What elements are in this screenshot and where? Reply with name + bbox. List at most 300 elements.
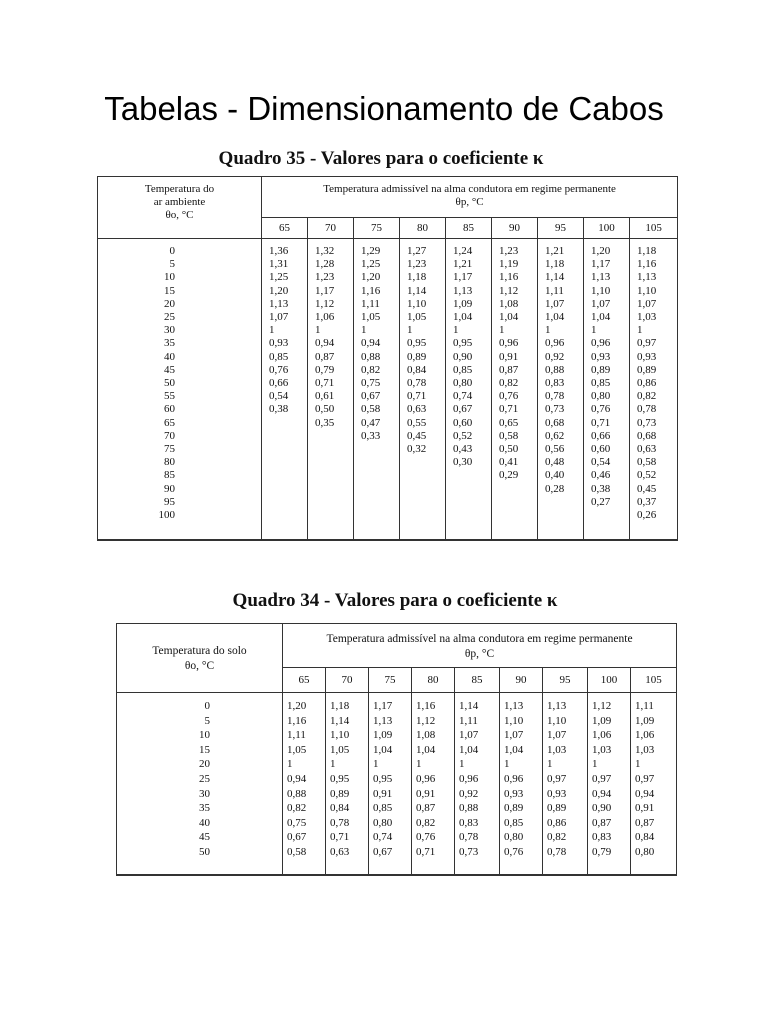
table-cell: 0,27 — [591, 495, 611, 508]
table-cell: 0,87 — [499, 363, 519, 376]
table-cell: 1 — [315, 324, 321, 337]
table-cell: 1,11 — [635, 700, 654, 712]
table-cell: 10 — [199, 729, 210, 742]
table-cell: 0,85 — [453, 363, 473, 376]
table-cell: 0,82 — [287, 802, 307, 815]
table-cell: 0,89 — [547, 802, 567, 815]
table-cell: 0,82 — [499, 377, 519, 390]
table-cell: 0,68 — [545, 416, 565, 429]
table-cell: 45 — [199, 831, 210, 844]
table-cell: 1,07 — [459, 729, 479, 742]
table-cell: 55 — [164, 390, 175, 403]
table-cell: 0,43 — [453, 443, 473, 456]
table-cell: 0,93 — [637, 350, 657, 363]
column-header: 65 — [283, 668, 326, 693]
table-cell: 50 — [199, 845, 210, 858]
table-cell: 1,31 — [269, 258, 289, 271]
table-cell: 1 — [547, 758, 553, 771]
table-cell: 1,18 — [330, 700, 350, 712]
row-header-line: θo, °C — [165, 209, 194, 221]
table-cell: 0,88 — [545, 363, 565, 376]
table-cell: 0,97 — [637, 337, 657, 350]
table-cell: 1,18 — [637, 245, 657, 257]
table-cell: 30 — [199, 787, 210, 800]
table-cell: 0,75 — [361, 377, 381, 390]
table-cell: 1,16 — [287, 714, 307, 727]
table-cell: 0,90 — [453, 350, 473, 363]
table-cell: 0,58 — [499, 429, 519, 442]
value-column — [326, 693, 369, 876]
table-cell: 0,58 — [287, 845, 307, 858]
group-header-line: θp, °C — [455, 196, 484, 208]
column-header: 90 — [500, 668, 543, 693]
table-cell: 1,10 — [330, 729, 350, 742]
table-cell: 0,67 — [453, 403, 473, 416]
table-cell: 1,18 — [545, 258, 565, 271]
table-cell: 0,89 — [330, 787, 350, 800]
column-header: 75 — [369, 668, 412, 693]
value-column — [500, 693, 543, 876]
table-cell: 1,08 — [416, 729, 436, 742]
table-cell: 0,50 — [315, 403, 335, 416]
table-cell: 0,85 — [269, 350, 289, 363]
column-header: 70 — [326, 668, 369, 693]
table-cell: 25 — [164, 311, 175, 324]
table-cell: 0,80 — [591, 390, 611, 403]
table-cell: 0,37 — [637, 495, 657, 508]
table-cell: 1,09 — [592, 714, 612, 727]
table-cell: 1,10 — [637, 284, 657, 297]
table-cell: 1,10 — [504, 714, 524, 727]
table-cell: 0,93 — [504, 787, 524, 800]
table-cell: 1,21 — [545, 245, 565, 257]
table-cell: 1,06 — [592, 729, 612, 742]
table-cell: 20 — [164, 297, 175, 310]
table-cell: 0,86 — [637, 377, 657, 390]
table-cell: 0,80 — [504, 831, 524, 844]
table-cell: 1,09 — [453, 297, 473, 310]
table-cell: 1,25 — [361, 258, 381, 271]
table-cell: 0,28 — [545, 482, 565, 495]
table-cell: 1,04 — [545, 311, 565, 324]
table-cell: 0,84 — [407, 363, 427, 376]
table-cell: 70 — [164, 429, 175, 442]
table-cell: 1 — [545, 324, 551, 337]
value-column — [543, 693, 588, 876]
value-column — [492, 239, 538, 541]
table-cell: 1 — [504, 758, 510, 771]
table-cell: 0,84 — [635, 831, 655, 844]
table-cell: 1,19 — [499, 258, 519, 271]
table-cell: 1,09 — [635, 714, 655, 727]
table-cell: 1,21 — [453, 258, 473, 271]
table-cell: 0,67 — [361, 390, 381, 403]
row-header-line: Temperatura do solo — [152, 645, 247, 657]
value-column — [369, 693, 412, 876]
table-cell: 30 — [164, 324, 175, 337]
table-cell: 0,78 — [407, 377, 427, 390]
table-cell: 1,07 — [591, 297, 611, 310]
column-header: 100 — [588, 668, 631, 693]
table-cell: 1,16 — [637, 258, 657, 271]
table-cell: 1,06 — [635, 729, 655, 742]
table-cell: 1,16 — [416, 700, 436, 712]
table-cell: 0,61 — [315, 390, 335, 403]
table-cell: 1,32 — [315, 245, 335, 257]
quadro34-table — [116, 623, 677, 876]
table-cell: 0,95 — [453, 337, 473, 350]
value-column — [584, 239, 630, 541]
ambient-temperature-column — [98, 239, 262, 541]
table-cell: 0,66 — [269, 377, 289, 390]
table-cell: 0,97 — [547, 772, 567, 785]
value-column — [400, 239, 446, 541]
table-cell: 0,76 — [416, 831, 436, 844]
table-cell: 5 — [204, 714, 210, 727]
table-cell: 0,65 — [499, 416, 519, 429]
table-cell: 1,06 — [315, 311, 335, 324]
table-cell: 0,93 — [591, 350, 611, 363]
table-cell: 1,07 — [547, 729, 567, 742]
table-cell: 0,94 — [635, 787, 655, 800]
table-cell: 10 — [164, 271, 175, 284]
table-cell: 0,91 — [416, 787, 436, 800]
table-cell: 0,45 — [637, 482, 657, 495]
column-header: 75 — [354, 218, 400, 239]
soil-temperature-column — [117, 693, 283, 876]
table-cell: 1,13 — [504, 700, 524, 712]
table-cell: 1,25 — [269, 271, 289, 284]
table-cell: 0,96 — [416, 772, 436, 785]
table-cell: 1,07 — [504, 729, 524, 742]
table-cell: 0,86 — [547, 816, 567, 829]
value-column — [588, 693, 631, 876]
table-cell: 0,50 — [499, 443, 519, 456]
table-cell: 0,96 — [499, 337, 519, 350]
table-cell: 45 — [164, 363, 175, 376]
table-cell: 0,46 — [591, 469, 611, 482]
table-cell: 1,16 — [499, 271, 519, 284]
table-cell: 1 — [361, 324, 367, 337]
table-cell: 0,60 — [453, 416, 473, 429]
table-cell: 1,17 — [591, 258, 611, 271]
table-cell: 1 — [287, 758, 293, 771]
table-cell: 1,23 — [407, 258, 427, 271]
table-cell: 0,82 — [637, 390, 657, 403]
table-cell: 1 — [407, 324, 413, 337]
table-cell: 0,54 — [591, 456, 611, 469]
table-cell: 1,04 — [459, 743, 479, 756]
table-cell: 0,87 — [635, 816, 655, 829]
table-cell: 1 — [373, 758, 379, 771]
table-cell: 0,80 — [373, 816, 393, 829]
table-cell: 1,20 — [591, 245, 611, 257]
table-cell: 1,27 — [407, 245, 427, 257]
table-cell: 0,33 — [361, 429, 381, 442]
table-cell: 1,17 — [373, 700, 393, 712]
table-cell: 1,03 — [637, 311, 657, 324]
table-cell: 0,78 — [459, 831, 479, 844]
table-cell: 1,36 — [269, 245, 289, 257]
table-cell: 1 — [330, 758, 336, 771]
table-cell: 0,85 — [591, 377, 611, 390]
quadro34-caption: Quadro 34 - Valores para o coeficiente κ — [232, 590, 558, 611]
table-cell: 1,10 — [547, 714, 567, 727]
column-header: 65 — [262, 218, 308, 239]
table-cell: 1,05 — [287, 743, 307, 756]
table-cell: 0,87 — [592, 816, 612, 829]
table-cell: 1 — [459, 758, 465, 771]
table-cell: 1,03 — [592, 743, 612, 756]
table-cell: 1,05 — [407, 311, 427, 324]
table-cell: 1,20 — [361, 271, 381, 284]
row-header-line: θo, °C — [184, 660, 215, 672]
table-cell: 0,96 — [504, 772, 524, 785]
table-cell: 0,87 — [315, 350, 335, 363]
table-cell: 35 — [199, 802, 210, 815]
table-cell: 0,78 — [330, 816, 350, 829]
table-cell: 0,47 — [361, 416, 381, 429]
table-cell: 1,12 — [592, 700, 612, 712]
column-header: 80 — [412, 668, 455, 693]
group-header-line: θp, °C — [464, 648, 495, 660]
table-cell: 0,83 — [459, 816, 479, 829]
table-cell: 1,11 — [287, 729, 306, 742]
table-cell: 0,88 — [459, 802, 479, 815]
table-cell: 0,82 — [547, 831, 567, 844]
table-cell: 0,38 — [269, 403, 289, 416]
value-column — [455, 693, 500, 876]
table-cell: 0,85 — [373, 802, 393, 815]
table-cell: 1,03 — [547, 743, 567, 756]
table-cell: 1,12 — [499, 284, 519, 297]
table-cell: 1,08 — [499, 297, 519, 310]
table-cell: 0,41 — [499, 456, 519, 469]
table-cell: 65 — [164, 416, 175, 429]
table-cell: 1 — [637, 324, 643, 337]
table-cell: 1,04 — [499, 311, 519, 324]
table-cell: 0,71 — [499, 403, 519, 416]
quadro35-table — [97, 176, 678, 541]
table-cell: 75 — [164, 443, 175, 456]
table-cell: 0,67 — [287, 831, 307, 844]
table-cell: 1,12 — [315, 297, 335, 310]
table-cell: 0 — [204, 700, 210, 712]
table-cell: 0,71 — [407, 390, 427, 403]
table-cell: 1,11 — [545, 284, 564, 297]
table-cell: 15 — [199, 743, 210, 756]
table-cell: 0,91 — [635, 802, 655, 815]
column-header: 80 — [400, 218, 446, 239]
table-cell: 1,14 — [407, 284, 427, 297]
table-cell: 0,85 — [504, 816, 524, 829]
table-cell: 0,94 — [287, 772, 307, 785]
table-cell: 0,79 — [315, 363, 335, 376]
table-cell: 0,92 — [459, 787, 479, 800]
table-cell: 1,05 — [361, 311, 381, 324]
table-cell: 1 — [269, 324, 275, 337]
table-cell: 0,83 — [545, 377, 565, 390]
table-cell: 0,96 — [591, 337, 611, 350]
table-cell: 0,89 — [591, 363, 611, 376]
table-cell: 0,78 — [545, 390, 565, 403]
table-cell: 0,62 — [545, 429, 565, 442]
table-cell: 0,80 — [453, 377, 473, 390]
table-cell: 1,09 — [373, 729, 393, 742]
table-cell: 0,76 — [499, 390, 519, 403]
table-cell: 0,73 — [637, 416, 657, 429]
table-cell: 40 — [164, 350, 175, 363]
column-header: 95 — [538, 218, 584, 239]
table-cell: 1 — [499, 324, 505, 337]
column-header: 95 — [543, 668, 588, 693]
table-cell: 0,94 — [315, 337, 335, 350]
table-cell: 0,56 — [545, 443, 565, 456]
table-cell: 0,82 — [361, 363, 381, 376]
table-cell: 0,89 — [504, 802, 524, 815]
value-column — [631, 693, 677, 876]
table-cell: 1,18 — [407, 271, 427, 284]
table-cell: 0,90 — [592, 802, 612, 815]
table-cell: 1,05 — [330, 743, 350, 756]
column-header: 100 — [584, 218, 630, 239]
table-cell: 0,66 — [591, 429, 611, 442]
column-header: 105 — [630, 218, 678, 239]
table-cell: 1,04 — [373, 743, 393, 756]
value-column — [308, 239, 354, 541]
table-cell: 1,13 — [637, 271, 657, 284]
table-cell: 0,97 — [592, 772, 612, 785]
table-cell: 1,14 — [330, 714, 350, 727]
table-cell: 0,60 — [591, 443, 611, 456]
table-cell: 1,23 — [499, 245, 519, 257]
table-cell: 1,17 — [453, 271, 473, 284]
quadro35-group-header — [262, 177, 678, 218]
table-cell: 1,12 — [416, 714, 436, 727]
table-cell: 0,63 — [330, 845, 350, 858]
table-cell: 0,78 — [547, 845, 567, 858]
table-cell: 0,30 — [453, 456, 473, 469]
table-cell: 5 — [169, 258, 175, 271]
table-cell: 0,76 — [504, 845, 524, 858]
table-cell: 0,74 — [373, 831, 393, 844]
table-cell: 0,76 — [269, 363, 289, 376]
table-cell: 0,91 — [499, 350, 519, 363]
table-cell: 0,52 — [453, 429, 473, 442]
table-cell: 0,71 — [315, 377, 335, 390]
table-cell: 20 — [199, 758, 210, 771]
table-cell: 0,68 — [637, 429, 657, 442]
table-cell: 0,29 — [499, 469, 519, 482]
table-cell: 1,14 — [459, 700, 479, 712]
table-cell: 0,89 — [637, 363, 657, 376]
table-cell: 1,11 — [361, 297, 380, 310]
quadro34-group-header — [283, 624, 677, 668]
table-cell: 1,13 — [373, 714, 393, 727]
table-cell: 0,87 — [416, 802, 436, 815]
table-cell: 1 — [453, 324, 459, 337]
table-cell: 0,94 — [592, 787, 612, 800]
table-cell: 0,71 — [591, 416, 611, 429]
table-cell: 0,75 — [287, 816, 307, 829]
table-cell: 0,73 — [459, 845, 479, 858]
table-cell: 0,71 — [330, 831, 350, 844]
table-cell: 1,07 — [545, 297, 565, 310]
table-cell: 1,14 — [545, 271, 565, 284]
table-cell: 1 — [416, 758, 422, 771]
value-column — [412, 693, 455, 876]
table-cell: 0,76 — [591, 403, 611, 416]
table-cell: 1,10 — [407, 297, 427, 310]
table-cell: 0,35 — [315, 416, 335, 429]
table-cell: 95 — [164, 495, 175, 508]
table-cell: 0,63 — [407, 403, 427, 416]
table-cell: 1,04 — [591, 311, 611, 324]
table-cell: 0 — [169, 245, 175, 257]
table-cell: 0,95 — [373, 772, 393, 785]
table-cell: 1,13 — [591, 271, 611, 284]
table-cell: 0,40 — [545, 469, 565, 482]
page-title: Tabelas - Dimensionamento de Cabos — [104, 90, 664, 127]
table-cell: 1,16 — [361, 284, 381, 297]
table-cell: 1,20 — [269, 284, 289, 297]
table-cell: 1,04 — [416, 743, 436, 756]
table-cell: 0,52 — [637, 469, 657, 482]
table-cell: 0,82 — [416, 816, 436, 829]
table-cell: 0,96 — [459, 772, 479, 785]
table-cell: 0,45 — [407, 429, 427, 442]
table-cell: 1 — [591, 324, 597, 337]
table-cell: 0,58 — [637, 456, 657, 469]
table-cell: 1,03 — [635, 743, 655, 756]
table-cell: 1,28 — [315, 258, 335, 271]
table-cell: 0,93 — [547, 787, 567, 800]
value-column — [630, 239, 678, 541]
table-cell: 25 — [199, 772, 210, 785]
value-column — [538, 239, 584, 541]
table-cell: 0,26 — [637, 509, 657, 522]
table-cell: 1,13 — [547, 700, 567, 712]
table-cell: 1,04 — [453, 311, 473, 324]
table-cell: 0,94 — [361, 337, 381, 350]
table-cell: 1,11 — [459, 714, 478, 727]
table-cell: 0,88 — [361, 350, 381, 363]
quadro35-caption: Quadro 35 - Valores para o coeficiente κ — [218, 148, 544, 169]
table-cell: 35 — [164, 337, 175, 350]
column-header: 70 — [308, 218, 354, 239]
table-cell: 50 — [164, 377, 175, 390]
table-cell: 0,83 — [592, 831, 612, 844]
quadro35-row-header — [98, 177, 262, 239]
table-cell: 100 — [158, 509, 175, 522]
row-header-line: ar ambiente — [153, 196, 206, 208]
table-cell: 0,71 — [416, 845, 436, 858]
table-cell: 0,84 — [330, 802, 350, 815]
table-cell: 60 — [164, 403, 175, 416]
value-column — [446, 239, 492, 541]
table-cell: 80 — [164, 456, 175, 469]
table-cell: 1,24 — [453, 245, 473, 257]
table-cell: 0,74 — [453, 390, 473, 403]
table-cell: 1,13 — [269, 297, 289, 310]
table-cell: 1,04 — [504, 743, 524, 756]
table-cell: 0,48 — [545, 456, 565, 469]
table-cell: 0,54 — [269, 390, 289, 403]
table-cell: 0,58 — [361, 403, 381, 416]
table-cell: 85 — [164, 469, 175, 482]
table-cell: 15 — [164, 284, 175, 297]
column-header: 85 — [446, 218, 492, 239]
